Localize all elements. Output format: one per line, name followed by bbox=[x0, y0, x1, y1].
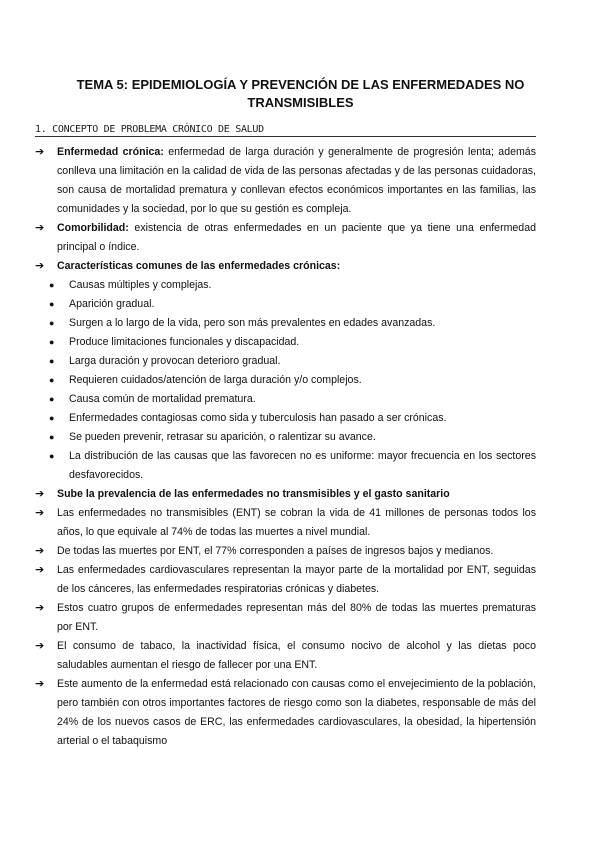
list-item: ● Se pueden prevenir, retrasar su aparición, o ralentizar su avance. bbox=[49, 428, 536, 447]
prevalence-list bbox=[35, 485, 536, 751]
list-item: ● Aparición gradual. bbox=[49, 295, 536, 314]
list-item: ➔ De todas las muertes por ENT, el 77% corresponden a países de ingresos bajos y medianos. bbox=[35, 542, 536, 561]
list-item-comorbidity bbox=[35, 219, 536, 257]
list-item: ● Causas múltiples y complejas. bbox=[49, 276, 536, 295]
bullet-icon: ● bbox=[49, 375, 55, 385]
arrow-icon: ➔ bbox=[35, 222, 45, 234]
arrow-icon: ➔ bbox=[35, 488, 45, 500]
list-item-chronic-disease bbox=[35, 143, 536, 219]
bullet-icon: ● bbox=[49, 280, 55, 290]
section-heading: 1. CONCEPTO DE PROBLEMA CRÓNICO DE SALUD bbox=[35, 124, 536, 137]
bullet-icon: ● bbox=[49, 356, 55, 366]
list-item: ● La distribución de las causas que las favorecen no es uniforme: mayor frecuencia en los sectores desfavorecidos. bbox=[49, 447, 536, 485]
list-item: ● Enfermedades contagiosas como sida y tuberculosis han pasado a ser crónicas. bbox=[49, 409, 536, 428]
list-item: ● Produce limitaciones funcionales y discapacidad. bbox=[49, 333, 536, 352]
list-item-prevalence-heading: ➔ Sube la prevalencia de las enfermedades no transmisibles y el gasto sanitario bbox=[35, 485, 536, 504]
arrow-icon: ➔ bbox=[35, 507, 45, 519]
arrow-icon: ➔ bbox=[35, 146, 45, 158]
term-text: enfermedad de larga duración y generalmente de progresión lenta; además conlleva una limitación en la calidad de vida de las personas afectadas y de las personas cuidadoras, son causa de mortalidad prematura y conllevan efectos económicos importantes en las familias, las comunidades y la sociedad, por lo que su gestión es compleja. bbox=[57, 146, 536, 215]
arrow-icon: ➔ bbox=[35, 260, 45, 272]
page-title: TEMA 5: EPIDEMIOLOGÍA Y PREVENCIÓN DE LAS ENFERMEDADES NO TRANSMISIBLES bbox=[76, 77, 525, 110]
term-label: Comorbilidad: bbox=[57, 222, 129, 234]
bullet-icon: ● bbox=[49, 337, 55, 347]
arrow-icon: ➔ bbox=[35, 545, 45, 557]
bullet-icon: ● bbox=[49, 299, 55, 309]
list-item: ➔ Las enfermedades cardiovasculares representan la mayor parte de la mortalidad por ENT, seguidas de los cánceres, las enfermedades respiratorias crónicas y diabetes. bbox=[35, 561, 536, 599]
arrow-icon: ➔ bbox=[35, 564, 45, 576]
list-item: ➔ Las enfermedades no transmisibles (ENT) se cobran la vida de 41 millones de personas todos los años, lo que equivale al 74% de todas las muertes a nivel mundial. bbox=[35, 504, 536, 542]
bullet-icon: ● bbox=[49, 318, 55, 328]
list-item: ● Causa común de mortalidad prematura. bbox=[49, 390, 536, 409]
bullet-icon: ● bbox=[49, 451, 55, 461]
term-text: existencia de otras enfermedades en un paciente que ya tiene una enfermedad principal o índice. bbox=[57, 222, 536, 253]
characteristics-list bbox=[35, 276, 536, 485]
list-item: ➔ Este aumento de la enfermedad está relacionado con causas como el envejecimiento de la población, pero también con otros importantes factores de riesgo como son la diabetes, responsable de más del 24% de los nuevos casos de ERC, las enfermedades cardiovasculares, la obesidad, la hipertensión arterial o el tabaquismo bbox=[35, 675, 536, 751]
main-list bbox=[35, 143, 536, 276]
list-item: ➔ Estos cuatro grupos de enfermedades representan más del 80% de todas las muertes prematuras por ENT. bbox=[35, 599, 536, 637]
list-item: ● Larga duración y provocan deterioro gradual. bbox=[49, 352, 536, 371]
list-item-characteristics bbox=[35, 257, 536, 276]
list-item: ● Surgen a lo largo de la vida, pero son más prevalentes en edades avanzadas. bbox=[49, 314, 536, 333]
term-label: Características comunes de las enfermedades crónicas: bbox=[57, 260, 341, 272]
bullet-icon: ● bbox=[49, 432, 55, 442]
bullet-icon: ● bbox=[49, 413, 55, 423]
term-label: Enfermedad crónica: bbox=[57, 146, 164, 158]
bullet-icon: ● bbox=[49, 394, 55, 404]
arrow-icon: ➔ bbox=[35, 678, 45, 690]
arrow-icon: ➔ bbox=[35, 640, 45, 652]
arrow-icon: ➔ bbox=[35, 602, 45, 614]
list-item: ● Requieren cuidados/atención de larga duración y/o complejos. bbox=[49, 371, 536, 390]
list-item: ➔ El consumo de tabaco, la inactividad física, el consumo nocivo de alcohol y las dietas poco saludables aumentan el riesgo de fallecer por una ENT. bbox=[35, 637, 536, 675]
